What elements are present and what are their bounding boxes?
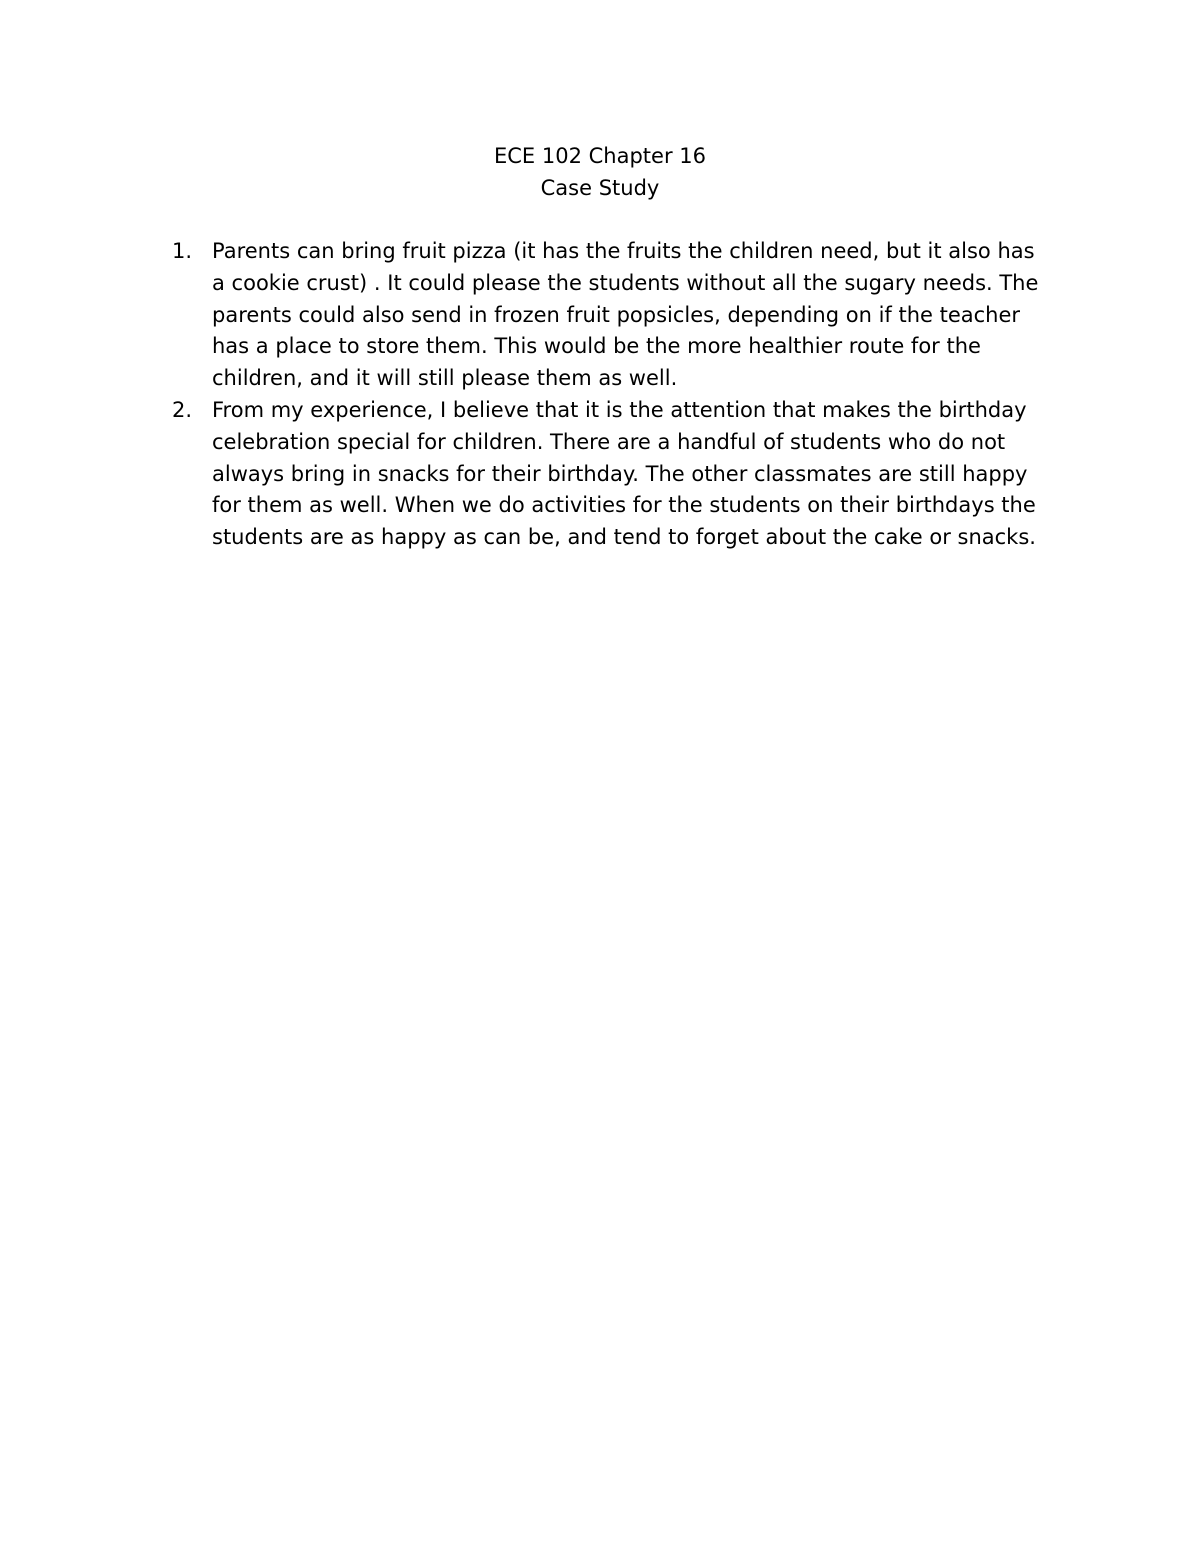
list-item-number: 1. [172,239,193,263]
answer-line: Parents can bring fruit pizza (it has the fruits the children need, but it also has [212,239,1035,263]
document-header [0,140,1200,204]
answer-line: a cookie crust) . It could please the students without all the sugary needs. The [212,270,1039,295]
answer-list [172,236,1062,554]
answer-line: parents could also send in frozen fruit popsicles, depending on if the teacher [212,302,1021,327]
document-title: ECE 102 Chapter 16 [494,144,706,168]
list-item-number: 2. [172,397,193,422]
answer-line: From my experience, I believe that it is the attention that makes the birthday [212,397,1027,422]
answer-line: for them as well. When we do activities for the students on their birthdays the [212,493,1036,518]
list-item [172,395,1062,554]
document-subtitle: Case Study [540,176,660,200]
answer-line: students are as happy as can be, and tend to forget about the cake or snacks. [212,525,1036,550]
answer-line: has a place to store them. This would be the more healthier route for the [212,334,981,359]
answer-line: celebration special for children. There are a handful of students who do not [212,429,1006,454]
answer-line: always bring in snacks for their birthday. The other classmates are still happy [212,461,1028,486]
answer-line: children, and it will still please them as well. [212,366,678,391]
list-item [172,236,1062,395]
